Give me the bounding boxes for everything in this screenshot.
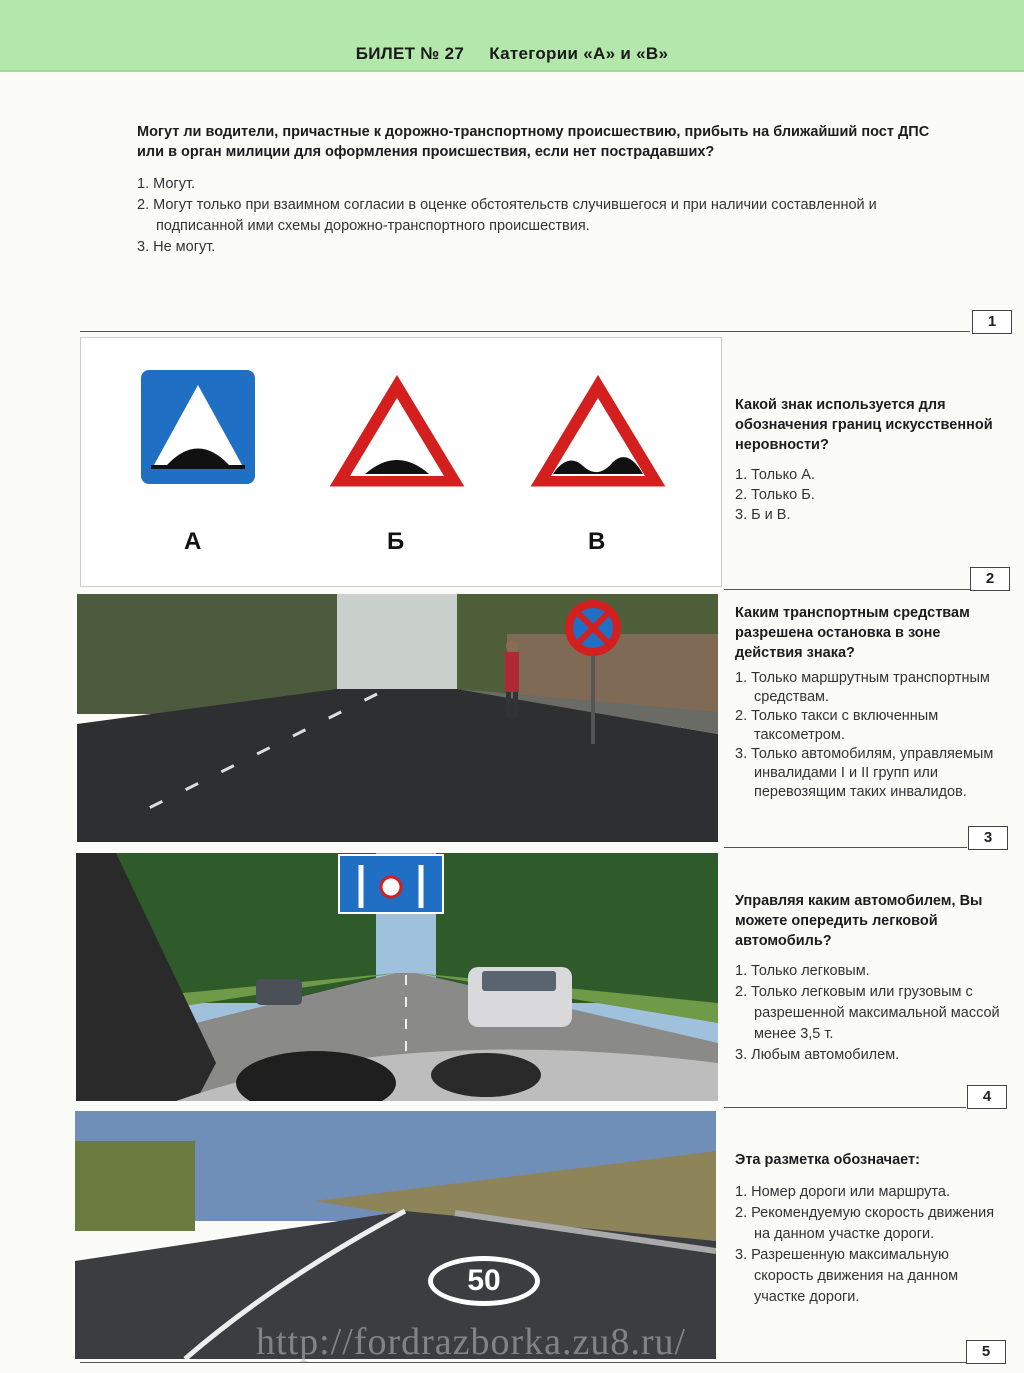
divider [80, 331, 970, 332]
page-header [0, 0, 1024, 72]
header-title [0, 44, 1024, 64]
highway-scene-photo [76, 853, 718, 1101]
divider [724, 847, 967, 848]
street-scene-photo [77, 594, 718, 842]
ticket-number: БИЛЕТ № 27 [355, 44, 465, 63]
question-3-text: Каким транспортным средствам разрешена остановка в зоне действия знака? [735, 605, 970, 661]
question-2 [735, 395, 1007, 525]
question-3-answers [735, 669, 1007, 802]
answer-option[interactable]: 2. Могут только при взаимном согласии в оценке обстоятельств случившегося и при наличии составленной и подписанной ими схемы дорожно-транспортного происшествия. [137, 197, 877, 234]
question-2-answers [735, 465, 1007, 525]
question-number-2: 2 [970, 567, 1010, 591]
question-3 [735, 603, 1007, 802]
answer-option[interactable]: 3. Любым автомобилем. [735, 1047, 900, 1063]
question-4-text: Управляя каким автомобилем, Вы можете опередить легковой автомобиль? [735, 893, 983, 949]
ticket-category: Категории «А» и «В» [489, 44, 669, 63]
watermark-url: http://fordrazborka.zu8.ru/ [256, 1321, 687, 1363]
signs-panel [80, 337, 722, 587]
sign-a-speed-bump-icon [139, 368, 257, 486]
sign-b-artificial-bump-icon [327, 372, 467, 488]
question-1-text: Могут ли водители, причастные к дорожно-транспортному происшествию, прибыть на ближайший пост ДПС или в орган милиции для оформления происшествия, если нет пострадавших? [137, 124, 930, 160]
question-number-4: 4 [967, 1085, 1007, 1109]
lane-direction-sign-icon [339, 855, 443, 913]
question-5 [735, 1150, 1007, 1308]
answer-option[interactable]: 1. Только А. [735, 467, 815, 483]
question-4-answers [735, 961, 1007, 1066]
answer-option[interactable]: 2. Рекомендуемую скорость движения на данном участке дороги. [735, 1205, 995, 1242]
answer-option[interactable]: 3. Не могут. [137, 239, 216, 255]
answer-option[interactable]: 3. Только автомобилям, управляемым инвалидами I и II групп или перевозящим таких инвалидов. [735, 746, 994, 800]
question-number-3: 3 [968, 826, 1008, 850]
speed-marking-50: 50 [428, 1256, 540, 1306]
sign-label-b: Б [387, 528, 405, 555]
question-1-answers [137, 174, 937, 258]
sign-label-c: В [588, 528, 606, 555]
no-stopping-sign-icon [565, 600, 621, 656]
answer-option[interactable]: 2. Только такси с включенным таксометром. [735, 708, 939, 743]
answer-option[interactable]: 1. Номер дороги или маршрута. [735, 1184, 950, 1200]
answer-option[interactable]: 1. Только маршрутным транспортным средствам. [735, 670, 990, 705]
question-5-answers [735, 1182, 1007, 1308]
question-5-text: Эта разметка обозначает: [735, 1152, 920, 1168]
answer-option[interactable]: 2. Только Б. [735, 487, 815, 503]
answer-option[interactable]: 3. Разрешенную максимальную скорость движения на данном участке дороги. [735, 1247, 959, 1305]
sign-label-a: А [184, 528, 202, 555]
sign-c-uneven-road-icon [528, 372, 668, 488]
question-number-1: 1 [972, 310, 1012, 334]
answer-option[interactable]: 3. Б и В. [735, 507, 791, 523]
answer-option[interactable]: 1. Только легковым. [735, 963, 870, 979]
answer-option[interactable]: 1. Могут. [137, 176, 196, 192]
question-number-5: 5 [966, 1340, 1006, 1364]
question-2-text: Какой знак используется для обозначения границ искусственной неровности? [735, 397, 993, 453]
street-scene-svg [77, 594, 718, 842]
question-4 [735, 891, 1007, 1066]
divider [724, 589, 970, 590]
answer-option[interactable]: 2. Только легковым или грузовым с разрешенной максимальной массой менее 3,5 т. [735, 984, 1000, 1042]
question-1 [137, 122, 937, 258]
highway-scene-svg [76, 853, 718, 1101]
divider [724, 1107, 966, 1108]
